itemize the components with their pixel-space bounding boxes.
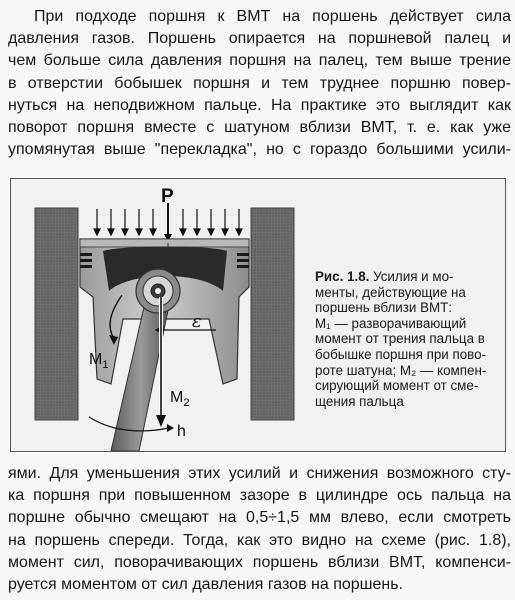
caption-line: сирующий момент от сме- <box>315 378 479 394</box>
caption-line: менты, действующие на <box>315 284 466 300</box>
caption-line: щения пальца <box>315 393 404 409</box>
label-h: h <box>177 423 186 440</box>
text-line: поворот поршня вместе с шатуном вблизи ВМТ, т. е. как уже <box>8 119 511 137</box>
caption-line: момент от трения пальца в <box>315 331 485 347</box>
caption-line: роте шатуна; М₂ — компен- <box>315 362 487 378</box>
text-line: поршне обычно смещают на 0,5÷1,5 мм влево, если смотреть <box>8 509 511 527</box>
cylinder-wall-left <box>35 208 78 420</box>
figure-1-8 <box>10 178 506 452</box>
text-line: руется моментом от сил давления газов на поршень. <box>8 576 404 594</box>
text-line: При подходе поршня к ВМТ на поршень действует сила <box>34 8 511 25</box>
caption-title: Рис. 1.8. <box>315 269 370 284</box>
caption-line: Усилия и мо- <box>369 269 454 284</box>
text-line: момент сил, поворачивающих поршень вблизи ВМТ, компенси- <box>8 553 511 571</box>
caption-line: поршень вблизи ВМТ: <box>315 300 453 316</box>
paragraph-top <box>8 6 511 161</box>
text-line: ка поршня при повышенном зазоре в цилиндре ось пальца на <box>8 487 511 505</box>
caption-line: М₁ — разворачивающий <box>315 315 467 331</box>
label-m2: $M_2$ <box>170 389 190 409</box>
paragraph-bottom <box>8 463 511 596</box>
label-p: P <box>161 186 174 207</box>
label-m1: $M_1$ <box>89 351 109 371</box>
force-p-arrow <box>164 203 172 242</box>
text-line: упомянутая выше "перекладка", но с гораздо большими усили- <box>8 141 511 159</box>
text-line: на поршень спереди. Тогда, как это видно на схеме (рис. 1.8), <box>8 531 511 549</box>
text-line: давления газов. Поршень опирается на поршневой палец и <box>8 30 511 48</box>
figure-caption <box>315 269 501 409</box>
text-line: нуться на неподвижном пальце. На практике это выглядит как <box>8 96 511 114</box>
text-line: чем больше сила давления поршня на палец, тем выше трение <box>8 52 511 70</box>
text-line: ями. Для уменьшения этих усилий и снижения возможного сту- <box>8 465 511 482</box>
piston-pin <box>136 269 180 313</box>
cylinder-wall-right <box>251 208 294 420</box>
label-epsilon: ε <box>192 311 202 332</box>
caption-line: бобышке поршня при пово- <box>315 346 487 362</box>
text-line: в отверстии бобышек поршня и тем труднее поршню повер- <box>8 74 511 92</box>
